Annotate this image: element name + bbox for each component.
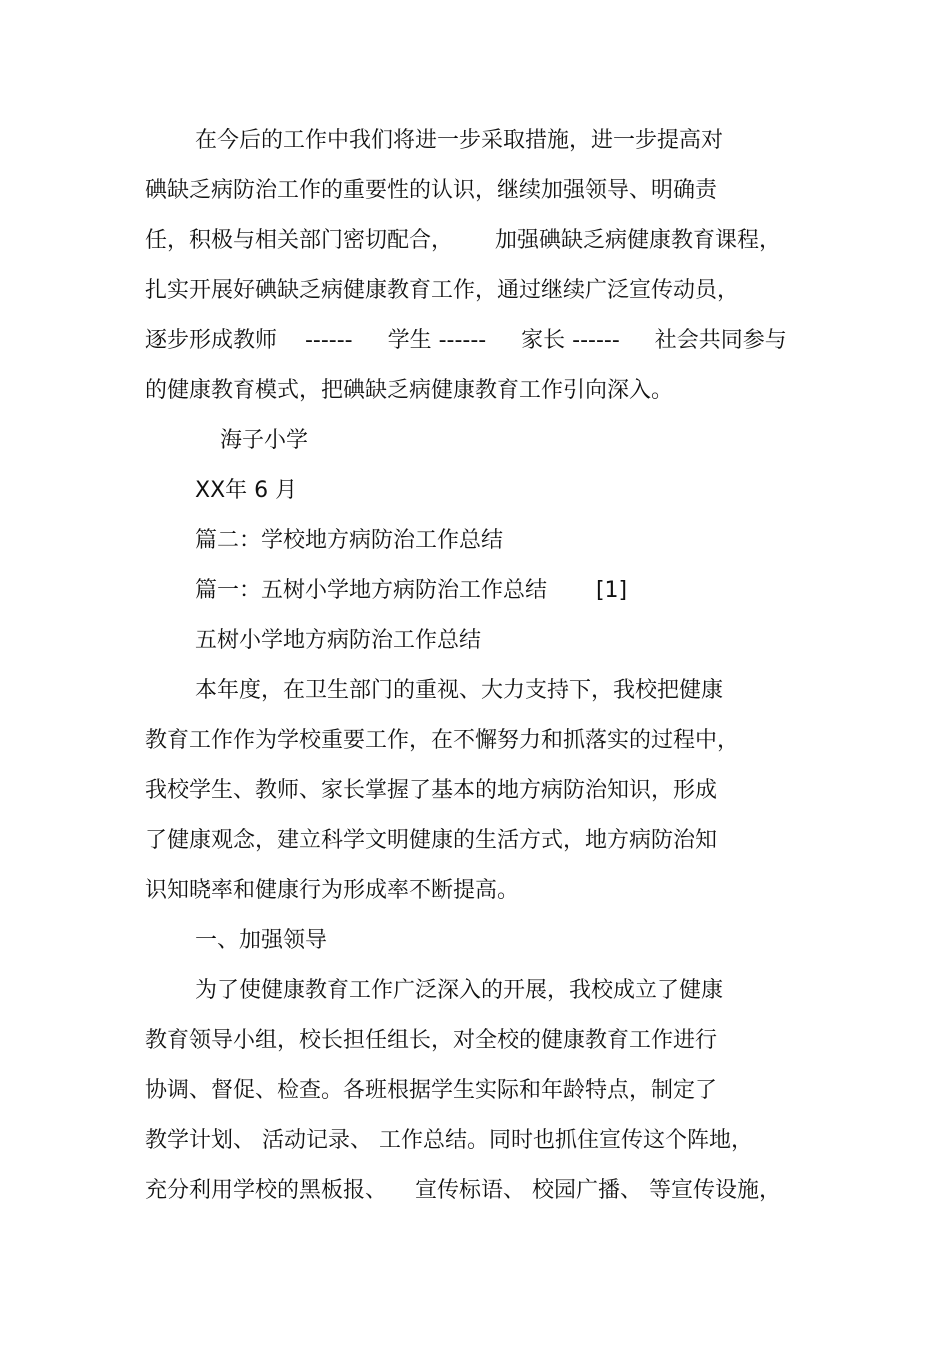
paragraph-line: 的健康教育模式，把碘缺乏病健康教育工作引向深入。 xyxy=(145,378,674,403)
paragraph-line: 任，积极与相关部门密切配合， 加强碘缺乏病健康教育课程， xyxy=(145,228,781,253)
subsection-heading: 一、加强领导 xyxy=(195,928,328,953)
paragraph-line: 了健康观念，建立科学文明健康的生活方式，地方病防治知 xyxy=(145,828,718,853)
paragraph-line: 碘缺乏病防治工作的重要性的认识，继续加强领导、明确责 xyxy=(145,178,718,203)
paragraph-line: 充分利用学校的黑板报、 宣传标语、 校园广播、 等宣传设施， xyxy=(145,1178,781,1203)
signature-school: 海子小学 xyxy=(220,428,309,453)
paragraph-line: 教育工作作为学校重要工作，在不懈努力和抓落实的过程中， xyxy=(145,728,740,753)
paragraph-line: 教学计划、 活动记录、 工作总结。同时也抓住宣传这个阵地， xyxy=(145,1128,753,1153)
paragraph-line: 协调、督促、检查。各班根据学生实际和年龄特点，制定了 xyxy=(145,1078,718,1103)
paragraph-line: 逐步形成教师 ------ 学生 ------ 家长 ------ 社会共同参与 xyxy=(145,328,787,353)
paragraph-line: 为了使健康教育工作广泛深入的开展，我校成立了健康 xyxy=(195,978,724,1003)
paragraph-line: 扎实开展好碘缺乏病健康教育工作，通过继续广泛宣传动员， xyxy=(145,278,740,303)
paragraph-line: 我校学生、教师、家长掌握了基本的地方病防治知识，形成 xyxy=(145,778,718,803)
paragraph-line: 在今后的工作中我们将进一步采取措施，进一步提高对 xyxy=(195,128,724,153)
signature-date: XX年 6 月 xyxy=(195,478,298,503)
document-title: 五树小学地方病防治工作总结 xyxy=(195,628,482,653)
paragraph-line: 教育领导小组，校长担任组长，对全校的健康教育工作进行 xyxy=(145,1028,718,1053)
paragraph-line: 本年度，在卫生部门的重视、大力支持下，我校把健康 xyxy=(195,678,724,703)
section-heading: 篇一：五树小学地方病防治工作总结 [1] xyxy=(195,578,628,603)
section-heading: 篇二：学校地方病防治工作总结 xyxy=(195,528,504,553)
paragraph-line: 识知晓率和健康行为形成率不断提高。 xyxy=(145,878,520,903)
